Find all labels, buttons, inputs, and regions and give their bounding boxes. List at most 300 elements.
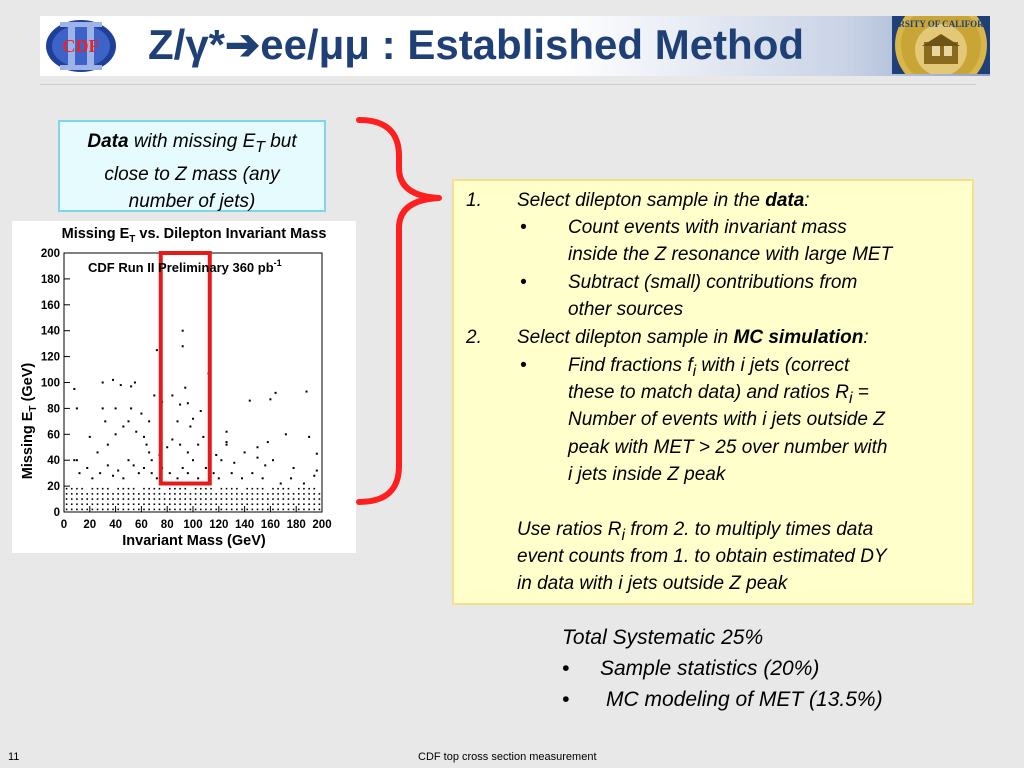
data-point	[277, 509, 279, 511]
data-point	[246, 509, 248, 511]
data-point	[241, 503, 243, 505]
data-point	[117, 509, 119, 511]
data-point	[187, 451, 189, 453]
data-point	[262, 493, 264, 495]
data-point	[76, 503, 78, 505]
data-point	[128, 509, 130, 511]
data-point	[130, 385, 132, 387]
data-point	[86, 493, 88, 495]
data-point	[177, 477, 179, 479]
data-point	[190, 498, 192, 500]
chart-title: Missing $E_T$ vs. Dilepton Invariant Mass	[61, 226, 327, 245]
data-point	[288, 503, 290, 505]
data-point	[81, 503, 83, 505]
data-point	[174, 488, 176, 490]
data-point	[308, 436, 310, 438]
data-point	[148, 509, 150, 511]
data-point	[215, 493, 217, 495]
data-point	[133, 493, 135, 495]
data-point	[143, 493, 145, 495]
data-point	[133, 488, 135, 490]
data-point	[200, 503, 202, 505]
data-point	[272, 509, 274, 511]
data-point	[246, 493, 248, 495]
data-point	[123, 498, 125, 500]
data-point	[112, 493, 114, 495]
university-seal	[892, 16, 990, 74]
data-point	[252, 503, 254, 505]
data-point	[154, 498, 156, 500]
data-point	[159, 509, 161, 511]
data-point	[179, 498, 181, 500]
data-point	[112, 503, 114, 505]
page-number: 11	[8, 751, 20, 763]
data-point	[148, 451, 150, 453]
data-point	[187, 402, 189, 404]
x-tick-label: 0	[60, 519, 68, 531]
data-point	[221, 493, 223, 495]
data-point	[262, 503, 264, 505]
data-point	[210, 488, 212, 490]
university-seal-icon	[892, 16, 990, 74]
data-point	[313, 475, 315, 477]
data-point	[231, 503, 233, 505]
data-point	[117, 470, 119, 472]
data-point	[156, 349, 158, 351]
data-point	[313, 509, 315, 511]
seal-text: RSITY OF CALIFOR	[898, 19, 984, 29]
data-point	[184, 488, 186, 490]
data-point	[313, 503, 315, 505]
data-point	[128, 493, 130, 495]
data-callout-line-3: number of jets)	[128, 190, 256, 212]
data-point	[205, 498, 207, 500]
data-point	[143, 509, 145, 511]
data-point	[283, 503, 285, 505]
summary-bullet-2-marker: •	[562, 688, 570, 711]
data-point	[298, 503, 300, 505]
data-point	[288, 488, 290, 490]
data-point	[192, 459, 194, 461]
data-point	[277, 498, 279, 500]
data-point	[102, 407, 104, 409]
data-point	[107, 503, 109, 505]
data-point	[148, 488, 150, 490]
data-point	[169, 509, 171, 511]
data-point	[262, 498, 264, 500]
data-point	[308, 488, 310, 490]
data-point	[169, 493, 171, 495]
data-point	[226, 441, 228, 443]
data-point	[252, 498, 254, 500]
data-callout-bold: Data	[87, 131, 129, 152]
data-point	[151, 472, 153, 474]
data-point	[102, 493, 104, 495]
data-point	[205, 503, 207, 505]
data-point	[122, 477, 124, 479]
data-point	[134, 382, 136, 384]
data-point	[205, 493, 207, 495]
chart-annotation: CDF Run II Preliminary 360 $pb^{-1}$	[88, 258, 282, 275]
data-point	[316, 453, 318, 455]
data-point	[269, 398, 271, 400]
data-point	[293, 498, 295, 500]
data-point	[215, 509, 217, 511]
y-tick-label: 40	[47, 455, 60, 468]
data-point	[241, 509, 243, 511]
data-point	[138, 509, 140, 511]
data-point	[195, 493, 197, 495]
data-point	[107, 509, 109, 511]
data-point	[246, 498, 248, 500]
data-point	[257, 446, 259, 448]
data-point	[66, 498, 68, 500]
x-tick-label: 160	[260, 519, 280, 531]
data-point	[195, 498, 197, 500]
data-callout-sub: T	[255, 138, 265, 156]
data-point	[71, 498, 73, 500]
data-point	[190, 503, 192, 505]
data-point	[221, 488, 223, 490]
note-line-2: event counts from 1. to obtain estimated DY	[517, 546, 887, 567]
data-point	[313, 498, 315, 500]
data-point	[179, 404, 181, 406]
data-point	[120, 384, 122, 386]
summary-heading: Total Systematic 25%	[562, 626, 764, 649]
data-point	[184, 503, 186, 505]
data-point	[288, 498, 290, 500]
data-point	[112, 379, 114, 381]
data-point	[257, 498, 259, 500]
data-point	[313, 488, 315, 490]
data-point	[86, 509, 88, 511]
data-point	[81, 493, 83, 495]
data-point	[91, 477, 93, 479]
data-point	[200, 488, 202, 490]
data-point	[107, 493, 109, 495]
data-point	[92, 509, 94, 511]
data-point	[97, 488, 99, 490]
data-point	[164, 509, 166, 511]
data-point	[128, 420, 130, 422]
data-point	[221, 498, 223, 500]
data-point	[154, 503, 156, 505]
slide-title: Z/γ*➔ee/μμ : Established Method	[148, 21, 805, 68]
data-point	[195, 503, 197, 505]
data-point	[277, 493, 279, 495]
data-point	[190, 509, 192, 511]
data-point	[71, 488, 73, 490]
data-point	[236, 509, 238, 511]
data-callout-box	[58, 120, 326, 212]
data-point	[303, 483, 305, 485]
step-2-number: 2.	[466, 327, 482, 348]
data-point	[99, 472, 101, 474]
data-point	[179, 493, 181, 495]
data-point	[283, 498, 285, 500]
data-point	[97, 503, 99, 505]
data-point	[184, 498, 186, 500]
data-point	[117, 503, 119, 505]
data-point	[179, 444, 181, 446]
data-point	[133, 509, 135, 511]
data-point	[153, 394, 155, 396]
x-tick-label: 180	[286, 519, 306, 531]
data-point	[205, 509, 207, 511]
data-point	[200, 498, 202, 500]
data-point	[107, 444, 109, 446]
data-point	[182, 345, 184, 347]
data-point	[76, 407, 78, 409]
data-point	[76, 488, 78, 490]
data-point	[262, 509, 264, 511]
data-point	[102, 498, 104, 500]
y-tick-label: 80	[47, 403, 60, 416]
scatter-plot	[12, 221, 356, 553]
data-point	[264, 464, 266, 466]
summary-bullet-2-text: MC modeling of MET (13.5%)	[606, 688, 883, 711]
note-line-1: Use ratios $R_i$ from 2. to multiply times data	[517, 519, 874, 544]
data-point	[166, 446, 168, 448]
data-point	[288, 493, 290, 495]
data-point	[272, 498, 274, 500]
data-point	[210, 493, 212, 495]
data-point	[123, 503, 125, 505]
data-point	[104, 420, 106, 422]
data-point	[290, 477, 292, 479]
y-tick-label: 160	[40, 299, 60, 312]
data-point	[210, 498, 212, 500]
data-callout-text: with missing E	[128, 131, 256, 152]
data-point	[231, 472, 233, 474]
step-1-text: Select dilepton sample in the data:	[517, 190, 810, 211]
data-point	[143, 436, 145, 438]
data-point	[102, 382, 104, 384]
data-point	[148, 493, 150, 495]
data-point	[117, 488, 119, 490]
data-point	[195, 509, 197, 511]
data-point	[97, 451, 99, 453]
data-point	[148, 498, 150, 500]
data-point	[81, 498, 83, 500]
data-point	[236, 503, 238, 505]
data-callout-line-1	[60, 128, 324, 161]
data-callout-line-2: close to Z mass (any	[104, 163, 280, 185]
data-point	[308, 509, 310, 511]
data-point	[210, 503, 212, 505]
step-1-bullet-1-marker: •	[520, 217, 527, 238]
data-point	[148, 503, 150, 505]
data-point	[267, 509, 269, 511]
data-point	[241, 498, 243, 500]
data-point	[231, 509, 233, 511]
data-point	[71, 509, 73, 511]
data-point	[92, 488, 94, 490]
data-point	[231, 498, 233, 500]
data-point	[115, 407, 117, 409]
data-point	[267, 503, 269, 505]
data-point	[76, 509, 78, 511]
data-point	[123, 509, 125, 511]
data-point	[179, 488, 181, 490]
data-point	[257, 488, 259, 490]
data-point	[231, 493, 233, 495]
step-1-bullet-1-line-2: inside the Z resonance with large MET	[568, 244, 893, 265]
data-point	[133, 498, 135, 500]
data-point	[221, 503, 223, 505]
data-point	[78, 472, 80, 474]
data-point	[205, 488, 207, 490]
data-point	[293, 503, 295, 505]
data-point	[159, 498, 161, 500]
data-point	[252, 493, 254, 495]
data-point	[156, 477, 158, 479]
cdf-logo	[42, 16, 120, 76]
data-point	[244, 451, 246, 453]
data-point	[226, 498, 228, 500]
data-point	[306, 391, 308, 393]
data-point	[179, 503, 181, 505]
data-point	[86, 467, 88, 469]
x-tick-label: 200	[312, 519, 332, 531]
data-point	[283, 488, 285, 490]
step-2-bullet-marker: •	[520, 355, 527, 376]
data-point	[97, 498, 99, 500]
data-point	[92, 503, 94, 505]
data-point	[221, 509, 223, 511]
data-callout-tail: but	[264, 131, 297, 152]
data-point	[246, 503, 248, 505]
data-point	[280, 483, 282, 485]
data-point	[171, 394, 173, 396]
data-point	[210, 509, 212, 511]
data-point	[97, 493, 99, 495]
note-line-3: in data with i jets outside Z peak	[517, 573, 788, 594]
data-point	[249, 400, 251, 402]
data-point	[112, 475, 114, 477]
data-point	[213, 472, 215, 474]
data-point	[184, 493, 186, 495]
data-point	[272, 488, 274, 490]
data-point	[182, 467, 184, 469]
data-point	[285, 433, 287, 435]
step-2-bullet-line-4: peak with MET > 25 over number with	[568, 437, 888, 458]
data-point	[288, 509, 290, 511]
data-point	[200, 493, 202, 495]
data-point	[117, 498, 119, 500]
data-point	[115, 433, 117, 435]
data-point	[107, 464, 109, 466]
data-point	[143, 503, 145, 505]
data-point	[236, 493, 238, 495]
data-point	[319, 493, 321, 495]
data-point	[298, 509, 300, 511]
data-point	[107, 488, 109, 490]
data-point	[128, 488, 130, 490]
cdf-logo-text: CDF	[62, 36, 100, 56]
data-point	[66, 503, 68, 505]
data-point	[226, 444, 228, 446]
y-axis-label: Missing $E_T$ (GeV)	[20, 362, 39, 480]
data-point	[257, 509, 259, 511]
data-point	[123, 488, 125, 490]
data-point	[174, 509, 176, 511]
data-point	[215, 454, 217, 456]
data-point	[303, 488, 305, 490]
y-tick-label: 20	[47, 481, 60, 494]
y-tick-label: 100	[40, 377, 60, 390]
data-point	[123, 493, 125, 495]
data-point	[133, 503, 135, 505]
data-point	[319, 503, 321, 505]
data-point	[66, 509, 68, 511]
data-point	[140, 413, 142, 415]
data-point	[262, 477, 264, 479]
y-tick-label: 120	[40, 351, 60, 364]
summary-bullet-1-text: Sample statistics (20%)	[600, 657, 820, 680]
curly-brace	[355, 116, 455, 508]
data-point	[251, 472, 253, 474]
cdf-logo-icon	[42, 16, 120, 76]
data-point	[154, 493, 156, 495]
data-point	[226, 503, 228, 505]
step-2-text: Select dilepton sample in MC simulation:	[517, 327, 869, 348]
data-point	[174, 498, 176, 500]
data-point	[226, 509, 228, 511]
data-point	[138, 498, 140, 500]
x-tick-label: 40	[109, 519, 122, 531]
x-tick-label: 20	[83, 519, 97, 531]
step-2-bullet-line-5: i jets inside Z peak	[568, 464, 726, 485]
data-point	[313, 493, 315, 495]
summary-bullet-1-marker: •	[562, 657, 570, 680]
data-point	[236, 498, 238, 500]
data-point	[102, 503, 104, 505]
data-point	[169, 498, 171, 500]
data-point	[169, 488, 171, 490]
data-point	[283, 493, 285, 495]
data-point	[92, 493, 94, 495]
data-point	[128, 503, 130, 505]
y-tick-label: 140	[40, 325, 60, 338]
method-steps-box	[452, 179, 974, 605]
highlight-box	[161, 253, 210, 484]
data-point	[293, 493, 295, 495]
step-2-bullet-line-1: Find fractions $f_i$ with i jets (correct	[568, 355, 850, 380]
step-1-number: 1.	[466, 190, 482, 211]
data-point	[303, 503, 305, 505]
data-point	[179, 509, 181, 511]
title-rule	[40, 84, 976, 85]
y-tick-label: 60	[47, 429, 60, 442]
data-point	[275, 392, 277, 394]
data-point	[298, 498, 300, 500]
data-point	[272, 493, 274, 495]
data-point	[257, 503, 259, 505]
data-point	[174, 503, 176, 505]
data-point	[71, 493, 73, 495]
step-1-bullet-2-line-1: Subtract (small) contributions from	[568, 272, 858, 293]
data-point	[182, 330, 184, 332]
x-tick-label: 80	[160, 519, 174, 531]
data-point	[236, 488, 238, 490]
data-point	[189, 426, 191, 428]
y-tick-label: 200	[40, 248, 60, 260]
data-point	[200, 509, 202, 511]
data-point	[143, 488, 145, 490]
data-point	[241, 477, 243, 479]
data-point	[86, 498, 88, 500]
